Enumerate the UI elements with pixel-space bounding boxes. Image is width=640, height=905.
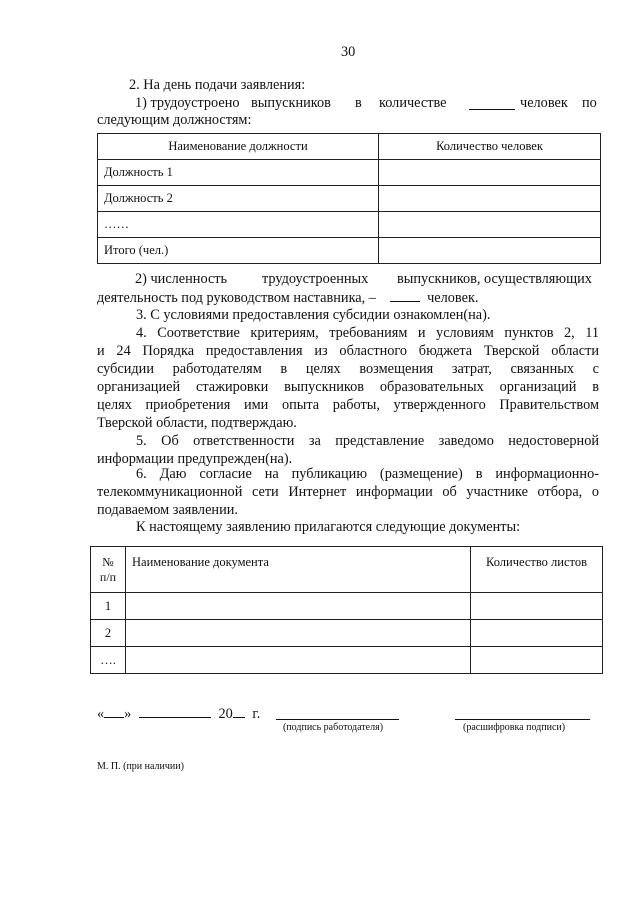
attachments-row-2-sheets[interactable]: [471, 620, 603, 647]
item2-sub1-text-a: 1) трудоустроено: [135, 95, 240, 111]
positions-row-3-name: ……: [98, 212, 379, 238]
attachments-header-sheets: Количество листов: [471, 547, 603, 593]
item2-heading: 2. На день подачи заявления:: [129, 77, 306, 93]
positions-row-3-count[interactable]: [379, 212, 601, 238]
item2-sub2-line2-start: деятельность под руководством наставника, –: [97, 290, 376, 306]
signature-decoding-caption: (расшифровка подписи): [463, 722, 566, 733]
item5-line2: информации предупрежден(на).: [97, 451, 293, 467]
stamp-note: М. П. (при наличии): [97, 761, 184, 772]
attachments-row-3-name[interactable]: [126, 647, 471, 674]
attachments-header-name: Наименование документа: [126, 547, 471, 593]
date-year-suffix: г.: [252, 706, 261, 722]
item2-sub2-line2: [97, 289, 478, 307]
positions-header-count: Количество человек: [379, 134, 601, 160]
page-number: 30: [341, 44, 356, 60]
attachments-header-num: [91, 547, 126, 593]
employed-count-blank[interactable]: [469, 97, 515, 110]
item4-line1: 4. Соответствие критериям, требованиям и условиям пунктов 2, 11: [136, 325, 599, 341]
item3: 3. С условиями предоставления субсидии ознакомлен(на).: [136, 307, 491, 323]
positions-row-2-name: Должность 2: [98, 186, 379, 212]
attachments-row-2-num: 2: [91, 620, 126, 647]
item5-line1: 5. Об ответственности за представление заведомо недостоверной: [136, 433, 599, 449]
attachments-header-num-2: п/п: [99, 569, 117, 584]
employer-signature-caption: (подпись работодателя): [283, 722, 384, 733]
item2-sub1-text-e: человек: [520, 95, 568, 111]
item4-line3: субсидии работодателям в целях возмещения затрат, связанных с: [97, 361, 599, 377]
signature-decoding-line[interactable]: [455, 719, 590, 720]
positions-table: [97, 133, 601, 264]
employer-signature-line[interactable]: [276, 719, 399, 720]
attachments-row-1-name[interactable]: [126, 593, 471, 620]
item2-sub1-text-f: по: [582, 95, 597, 111]
attachments-header-num-1: №: [102, 554, 114, 569]
positions-total-name: Итого (чел.): [98, 238, 379, 264]
attachments-row-1-num: 1: [91, 593, 126, 620]
positions-row-1-count[interactable]: [379, 160, 601, 186]
item2-sub2-line2-end: человек.: [427, 290, 479, 306]
item2-sub1-line2: следующим должностям:: [97, 112, 252, 128]
attachments-intro: К настоящему заявлению прилагаются следующие документы:: [136, 519, 521, 535]
signature-date: [97, 705, 260, 723]
date-day-blank[interactable]: [104, 705, 124, 718]
positions-total-count[interactable]: [379, 238, 601, 264]
positions-header-name: Наименование должности: [98, 134, 379, 160]
attachments-row-2-name[interactable]: [126, 620, 471, 647]
attachments-row-1-sheets[interactable]: [471, 593, 603, 620]
attachments-table: [90, 546, 603, 674]
attachments-row-3-sheets[interactable]: [471, 647, 603, 674]
date-open-quote: «: [97, 706, 105, 722]
item6-line1: 6. Даю согласие на публикацию (размещение) в информационно-: [136, 466, 599, 482]
date-close-quote: »: [124, 706, 132, 722]
item4-line5: целях приобретения ими опыта работы, утвержденного Правительством: [97, 397, 599, 413]
item2-sub2-text-c: выпускников,: [397, 271, 481, 287]
item2-sub2-text-b: трудоустроенных: [262, 271, 369, 287]
item2-sub1-text-d: количестве: [379, 95, 447, 111]
item6-line3: подаваемом заявлении.: [97, 502, 238, 518]
item4-line2: и 24 Порядка предоставления из областного бюджета Тверской области: [97, 343, 599, 359]
item2-sub2-text-a: 2) численность: [135, 271, 228, 287]
item2-sub2-text-d: осуществляющих: [484, 271, 592, 287]
positions-row-1-name: Должность 1: [98, 160, 379, 186]
date-year-prefix: 20: [218, 706, 233, 722]
date-month-blank[interactable]: [139, 705, 211, 718]
date-year-blank[interactable]: [233, 705, 245, 718]
item4-line6: Тверской области, подтверждаю.: [97, 415, 297, 431]
mentor-count-blank[interactable]: [390, 289, 420, 302]
positions-row-2-count[interactable]: [379, 186, 601, 212]
attachments-row-3-num: ….: [91, 647, 126, 674]
item4-line4: организацией стажировки выпускников образовательных организаций в: [97, 379, 599, 395]
item2-sub1-text-b: выпускников: [251, 95, 331, 111]
item2-sub1-text-c: в: [355, 95, 362, 111]
item6-line2: телекоммуникационной сети Интернет информации об участнике отбора, о: [97, 484, 599, 500]
